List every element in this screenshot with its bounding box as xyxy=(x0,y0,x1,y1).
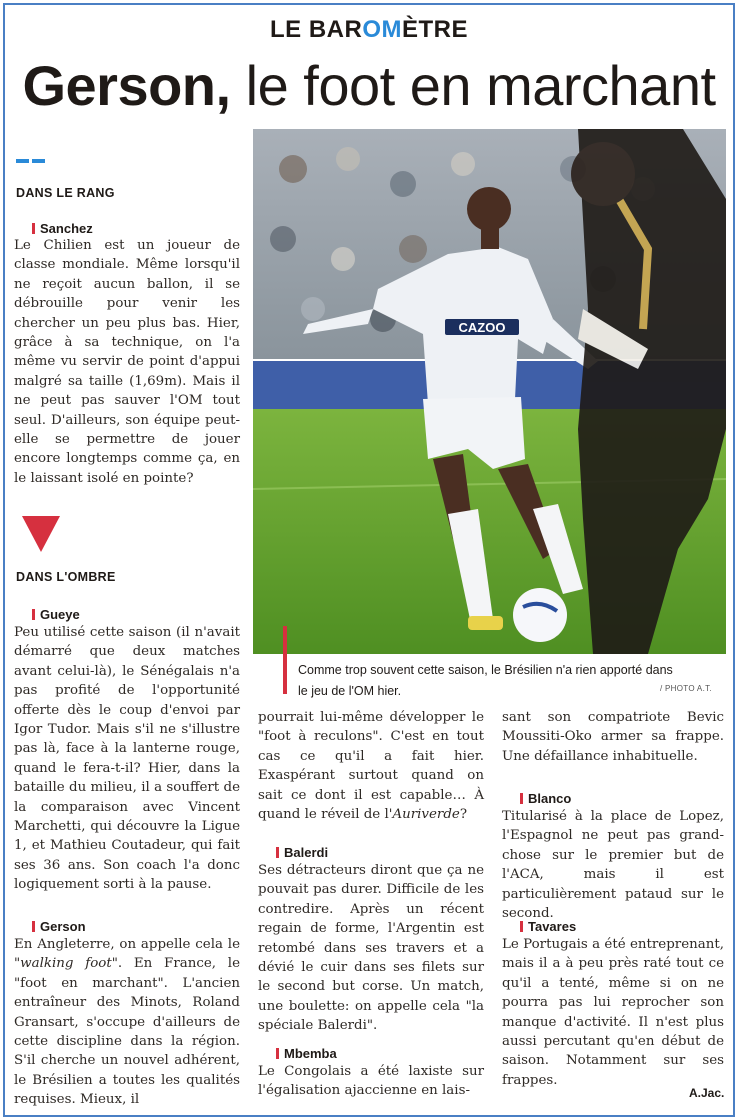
photo-caption: Comme trop souvent cette saison, le Brésilien n'a rien apporté dans le jeu de l'OM hier. xyxy=(298,663,673,698)
player-name-gerson: Gerson xyxy=(32,919,86,934)
player-name-gueye: Gueye xyxy=(32,607,80,622)
article-sanchez: Le Chilien est un joueur de classe mondiale. Même lorsqu'il ne reçoit aucun ballon, il se débrouille pour venir les chercher un peu plus bas. Hier, grâce à sa technique, on l'a même vu servir de point d'appui malgré sa taille (1,69m). Mais il ne peut pas sauver l'OM tout seul. D'ailleurs, son équipe peut-elle se permettre de jouer encore longtemps comme ça, en le laissant isolé en pointe? xyxy=(14,238,240,486)
section-title-shadow: DANS L'OMBRE xyxy=(16,570,116,584)
rubric-kicker: LE BAROMÈTRE xyxy=(269,16,469,43)
article-tavares: Le Portugais a été entreprenant, mais il a à peu près raté tout ce qu'il a tenté, même si on ne pourra pas lui reprocher son manque d'activité. Il n'est plus aussi percutant qu'en début de saison. Notamment sur ses frappes. xyxy=(502,937,724,1088)
author-signature: A.Jac. xyxy=(689,1086,725,1100)
article-mbemba: Le Congolais a été laxiste sur l'égalisation ajaccienne en lais- xyxy=(258,1064,484,1099)
player-name-tavares: Tavares xyxy=(520,919,576,934)
article-blanco: Titularisé à la place de Lopez, l'Espagnol ne peut pas grand-chose sur le premier but de l'ACA, mais il est particulièrement pataud sur le second. xyxy=(502,809,724,922)
caption-bar xyxy=(283,626,287,694)
match-photo xyxy=(253,129,726,654)
player-name-balerdi: Balerdi xyxy=(276,845,328,860)
down-arrow-icon xyxy=(22,516,60,554)
player-name-blanco: Blanco xyxy=(520,791,571,806)
article-mbemba-continued: sant son compatriote Bevic Moussiti-Oko armer sa frappe. Une défaillance inhabituelle. xyxy=(502,710,724,764)
article-balerdi: Ses détracteurs diront que ça ne pouvait pas durer. Difficile de les contredire. Après un récent regain de forme, l'Argentin est retombé dans ses travers et a dévié le cuir dans ses filets sur le second but corse. Un match, une boulette: on appelle cela "la spéciale Balerdi". xyxy=(258,863,484,1034)
article-gerson: En Angleterre, on appelle cela le "walking foot". En France, le "foot en marchant". L'ancien entraîneur des Minots, Roland Gransart, s'occupe d'ailleurs de cette discipline dans la région. S'il cherche un nouvel adhérent, le Brésilien a toutes les qualités requises. Mieux, il xyxy=(14,937,240,1108)
article-gerson-continued: pourrait lui-même développer le "foot à reculons". C'est en tout cas ce qu'il a fait hier. Exaspérant surtout quand on sait ce dont il est capable… À quand le réveil de l'Auriverde? xyxy=(258,710,484,823)
player-name-sanchez: Sanchez xyxy=(32,221,93,236)
kicker-om-highlight: OM xyxy=(362,16,402,43)
photo-credit: / PHOTO A.T. xyxy=(660,684,712,693)
headline-rest: le foot en marchant xyxy=(230,54,716,117)
headline-bold: Gerson, xyxy=(22,54,231,117)
sponsor-logo: CAZOO xyxy=(458,320,506,335)
headline xyxy=(0,50,738,122)
section-title-rank: DANS LE RANG xyxy=(16,186,115,200)
article-gueye: Peu utilisé cette saison (il n'avait démarré que deux matches avant celui-là), le Sénégalais n'a pas profité de l'opportunité offerte dès le coup d'envoi par Igor Tudor. Mais s'il ne s'illustre pas là, face à la lanterne rouge, quand le fera-t-il? Hier, dans la bataille du milieu, il a souffert de la comparaison avec Vincent Marchetti, qui découvre la Ligue 1, et Mathieu Coutadeur, qui fait ses 36 ans. Son coach l'a donc logiquement sorti à la pause. xyxy=(14,625,240,893)
player-name-mbemba: Mbemba xyxy=(276,1046,337,1061)
section-dashes xyxy=(16,148,48,167)
